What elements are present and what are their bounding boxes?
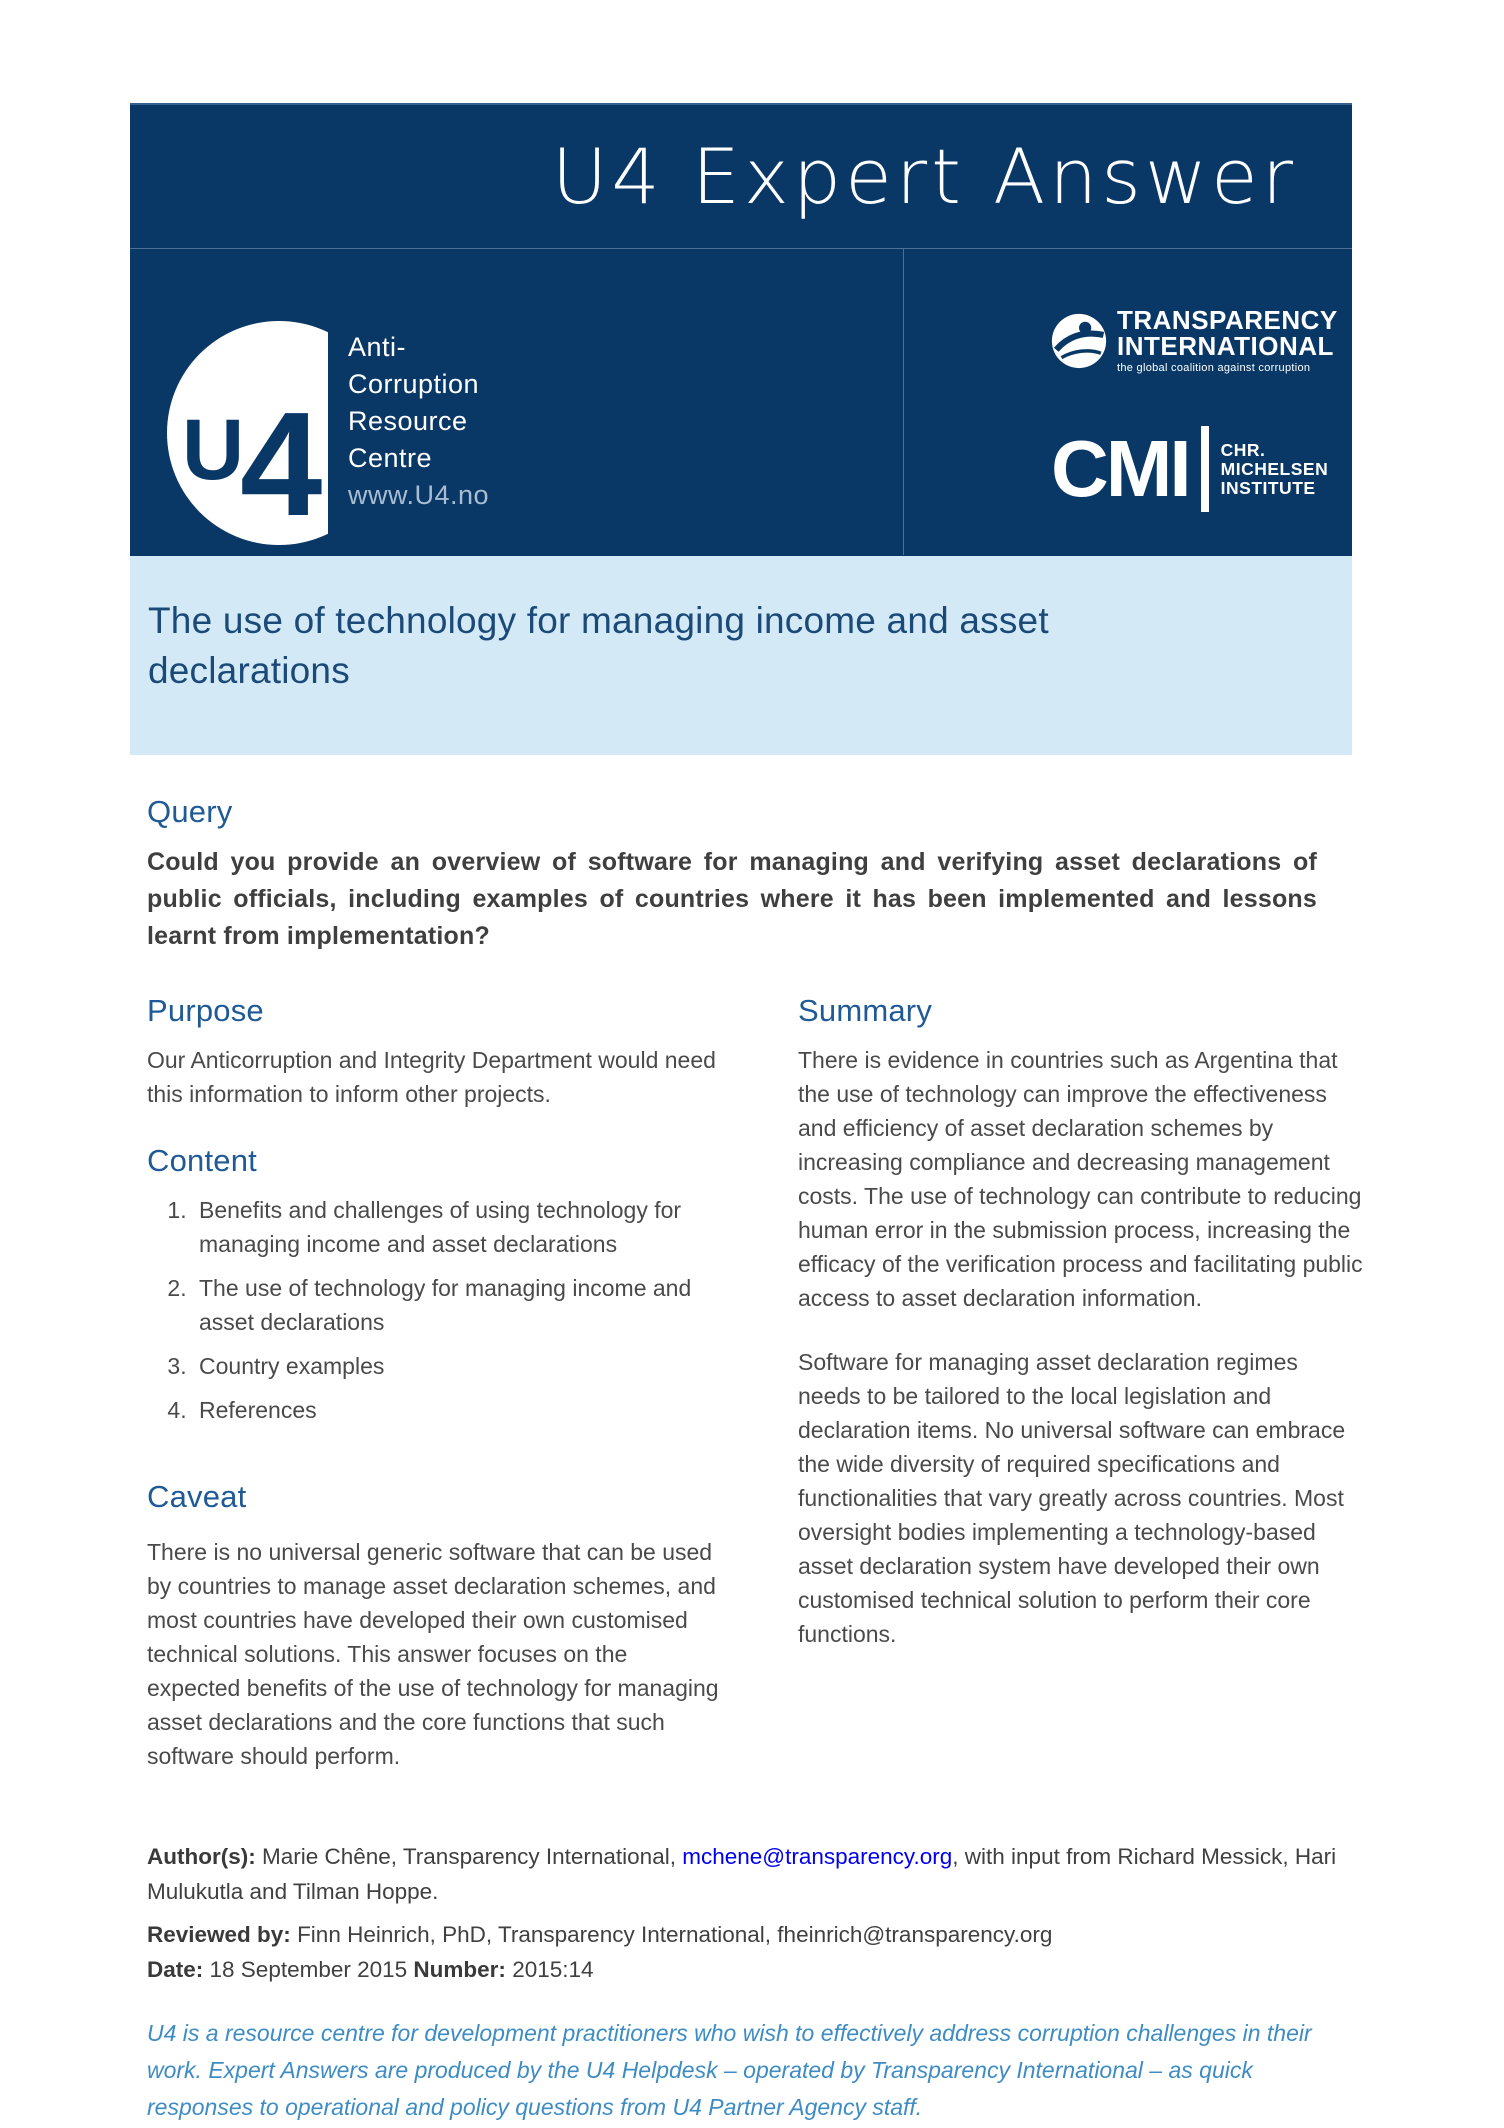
- meta-block: [147, 1839, 1352, 1987]
- ti-wordmark: [1117, 307, 1338, 374]
- query-text: Could you provide an overview of software for managing and verifying asset declarations of public officials, including examples of countries where it has been implemented and lessons learnt from implementation?: [147, 848, 1317, 950]
- ti-tagline: the global coalition against corruption: [1117, 362, 1311, 374]
- cmi-wordmark: [1221, 441, 1329, 498]
- caveat-heading: Caveat: [147, 1479, 247, 1514]
- cmi-name-line: INSTITUTE: [1220, 477, 1316, 498]
- list-item: 2. The use of technology for managing income and asset declarations: [193, 1271, 722, 1339]
- svg-text:U: U: [182, 402, 245, 498]
- reviewed-label: Reviewed by:: [147, 1922, 291, 1947]
- brand-line: Anti-: [348, 332, 407, 362]
- date-label: Date:: [147, 1957, 204, 1982]
- purpose-text: Our Anticorruption and Integrity Department would need this information to inform other projects.: [147, 1047, 716, 1107]
- cmi-logo: [1051, 426, 1352, 512]
- right-column: [798, 993, 1364, 1773]
- ti-name-line: TRANSPARENCY: [1117, 305, 1338, 335]
- footer-note: [147, 2015, 1352, 2126]
- content-list: [147, 1193, 722, 1427]
- author-text: Marie Chêne, Transparency International,: [255, 1844, 683, 1869]
- list-item: 1. Benefits and challenges of using technology for managing income and asset declarations: [193, 1193, 722, 1261]
- caveat-text: There is no universal generic software that can be used by countries to manage asset declaration schemes, and most countries have developed their own customised technical solutions. This answer focuses on the expected benefits of the use of technology for managing asset declarations and the core functions that such software should perform.: [147, 1539, 719, 1769]
- ti-name-line: INTERNATIONAL: [1117, 331, 1334, 361]
- u4-brand-text: [338, 319, 489, 555]
- two-column-section: [147, 993, 1363, 1773]
- summary-heading: Summary: [798, 993, 933, 1028]
- u4-brand: [130, 249, 903, 555]
- cmi-name-line: MICHELSEN: [1220, 458, 1329, 479]
- page-title: The use of technology for managing income and asset declarations: [148, 600, 1049, 691]
- content-heading: Content: [147, 1143, 257, 1178]
- list-item: 4. References: [193, 1393, 722, 1427]
- date-number-line: [147, 1952, 1352, 1987]
- document-body: [147, 770, 1363, 2126]
- reviewed-text: Finn Heinrich, PhD, Transparency International, fheinrich@transparency.org: [290, 1922, 1053, 1947]
- date-value: 18 September 2015: [203, 1957, 414, 1982]
- masthead-title: U4 Expert Answer: [551, 132, 1297, 221]
- u4-website-url: www.U4.no: [348, 480, 490, 510]
- header-logo-band: [130, 249, 1352, 555]
- author-label: Author(s):: [147, 1844, 256, 1869]
- summary-paragraph: Software for managing asset declaration regimes needs to be tailored to the local legislation and declaration items. No universal software can embrace the wide diversity of required specifications and functionalities that vary greatly across countries. Most oversight bodies implementing a technology-based asset declaration system have developed their own customised technical solution to perform their core functions.: [798, 1349, 1346, 1647]
- purpose-heading: Purpose: [147, 993, 264, 1028]
- u4-logo-icon: [166, 319, 338, 547]
- number-value: 2015:14: [505, 1957, 594, 1982]
- brand-line: Corruption: [348, 369, 480, 399]
- title-band: [130, 556, 1352, 755]
- number-label: Number:: [413, 1957, 506, 1982]
- list-item: 3. Country examples: [193, 1349, 722, 1383]
- cmi-name-line: CHR.: [1220, 439, 1266, 460]
- query-heading: Query: [147, 794, 233, 829]
- left-column: [147, 993, 722, 1773]
- brand-line: Resource: [348, 406, 468, 436]
- masthead-band: [130, 105, 1352, 249]
- author-email-link[interactable]: mchene@transparency.org: [682, 1844, 953, 1869]
- author-line: [147, 1839, 1352, 1909]
- partner-logos: [903, 249, 1352, 555]
- footer-text: U4 is a resource centre for development practitioners who wish to effectively address corruption challenges in their work. Expert Answers are produced by the U4 Helpdesk – operated by Transparency International – as quick responses to operational and policy questions from U4 Partner Agency staff.: [147, 2020, 1312, 2120]
- reviewed-line: [147, 1917, 1352, 1952]
- cmi-divider-bar: [1201, 426, 1209, 512]
- brand-line: Centre: [348, 443, 433, 473]
- cmi-mark: CMI: [1051, 424, 1189, 513]
- ti-globe-icon: [1051, 313, 1107, 369]
- svg-text:4: 4: [240, 382, 323, 547]
- summary-paragraph: There is evidence in countries such as Argentina that the use of technology can improve the effectiveness and efficiency of asset declaration schemes by increasing compliance and decreasing management costs. The use of technology can contribute to reducing human error in the submission process, increasing the efficacy of the verification process and facilitating public access to asset declaration information.: [798, 1047, 1363, 1311]
- author-text-cont: , with input from Richard Messick, Hari Mulukutla and Tilman Hoppe.: [147, 1844, 1337, 1904]
- transparency-international-logo: [1051, 307, 1352, 374]
- header-banner: [130, 103, 1352, 556]
